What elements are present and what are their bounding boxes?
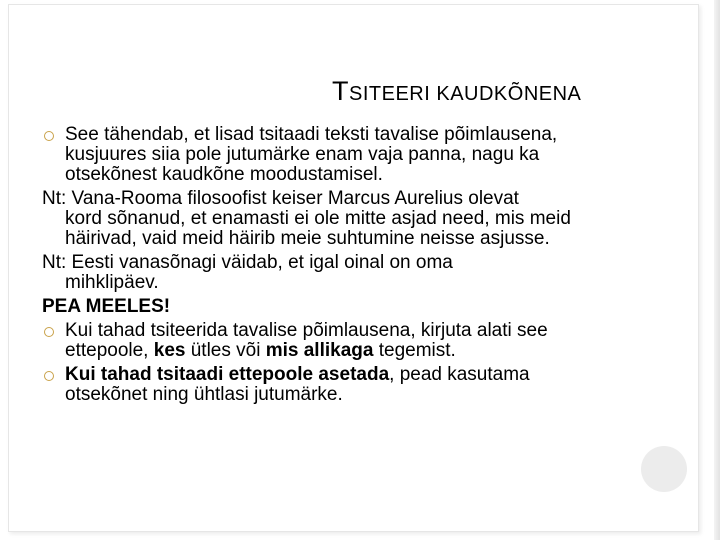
bold-text: Kui tahad tsitaadi ettepoole asetada [65, 364, 390, 385]
bullet-paragraph [42, 365, 612, 405]
slide-body [42, 125, 612, 409]
paragraph-continuation: kord sõnanud, et enamasti ei ole mitte asjad need, mis meid häirivad, vaid meid häirib meie suhtumine neisse asjusse. [65, 208, 571, 249]
bold-text: mis allikaga [265, 340, 374, 361]
slide-title [332, 76, 581, 107]
paragraph-text: , pead kasutama otsekõnet ning ühtlasi jutumärke. [65, 364, 530, 405]
paragraph-continuation: mihklipäev. [65, 272, 159, 293]
right-edge-decoration [714, 0, 720, 540]
bullet-paragraph [42, 125, 612, 185]
paragraph-text: tegemist. [373, 340, 456, 361]
example-paragraph [42, 253, 612, 293]
bold-text: kes [153, 340, 186, 361]
paragraph-text: Nt: Vana-Rooma filosoofist keiser Marcus Aurelius olevat [42, 188, 519, 209]
title-cap: T [332, 76, 349, 106]
title-rest: SITEERI KAUDKÕNENA [349, 83, 582, 105]
paragraph-text: ütles või [185, 340, 266, 361]
remember-heading: PEA MEELES! [42, 296, 171, 317]
paragraph-text: See tähendab, et lisad tsitaadi teksti tavalise põimlausena, kusjuures siia pole jutumärke enam vaja panna, nagu ka otsekõnest kaudkõne moodustamisel. [65, 124, 558, 185]
bullet-paragraph [42, 321, 612, 361]
bullet-icon [44, 327, 54, 337]
bullet-icon [44, 131, 54, 141]
paragraph-text: Kui tahad tsiteerida tavalise põimlausena, kirjuta alati see ettepoole, [65, 320, 548, 361]
decorative-circle [641, 446, 687, 492]
paragraph-text: Nt: Eesti vanasõnagi väidab, et igal oinal on oma [42, 252, 453, 273]
bullet-icon [44, 371, 54, 381]
example-paragraph [42, 189, 612, 249]
